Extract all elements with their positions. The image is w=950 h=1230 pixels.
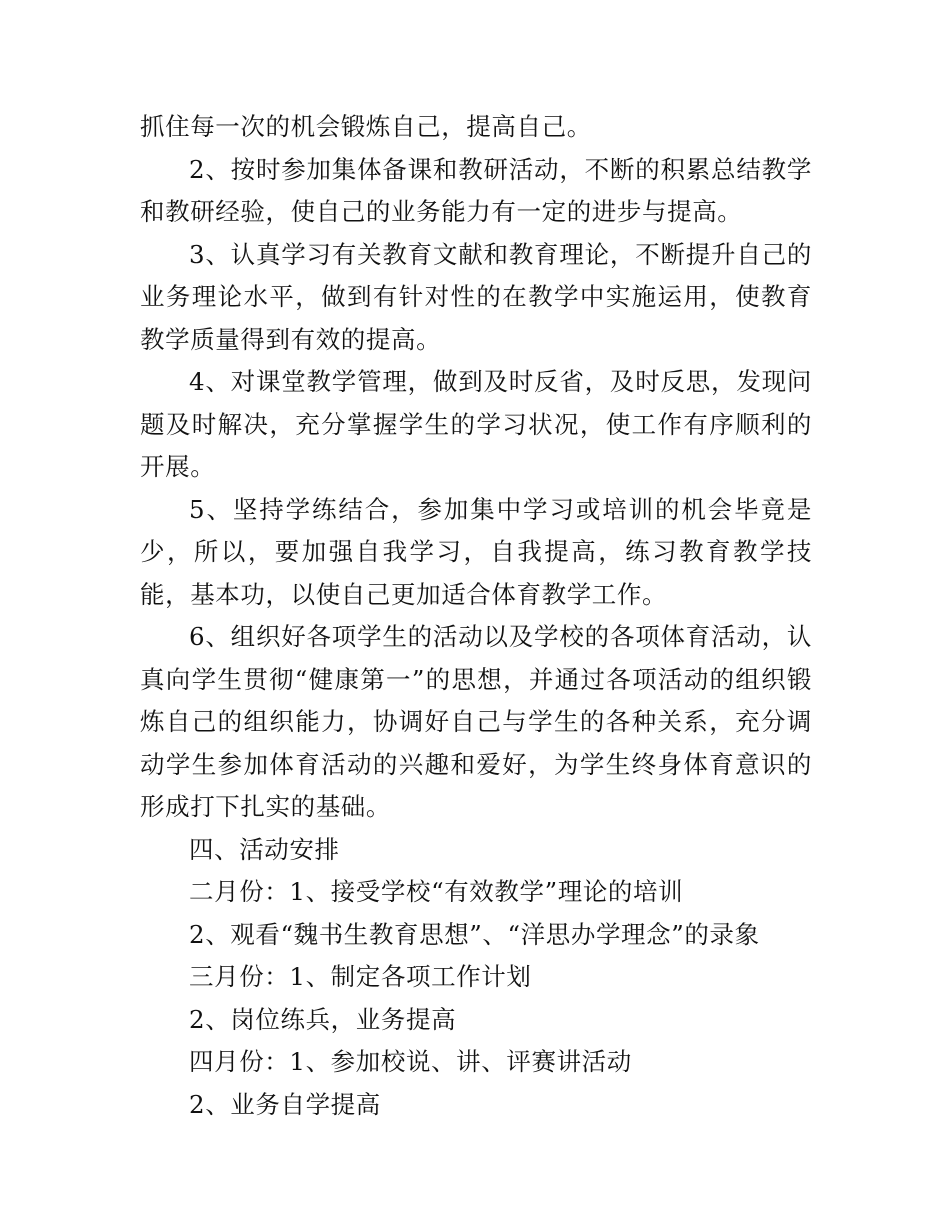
section-heading: 四、活动安排: [189, 834, 340, 864]
schedule-line: 2、岗位练兵，业务提高: [189, 1004, 457, 1034]
paragraph-item-5: 5、坚持学练结合，参加集中学习或培训的机会毕竟是少，所以，要加强自我学习，自我提高，练习教育教学技能，基本功，以使自己更加适合体育教学工作。: [140, 494, 812, 609]
paragraph-continuation: 抓住每一次的机会锻炼自己，提高自己。: [140, 112, 592, 141]
schedule-line: 二月份：1、接受学校“有效教学”理论的培训: [189, 877, 684, 906]
paragraph-item-3: 3、认真学习有关教育文献和教育理论，不断提升自己的业务理论水平，做到有针对性的在教学中实施运用，使教育教学质量得到有效的提高。: [140, 239, 812, 354]
schedule-line: 四月份：1、参加校说、讲、评赛讲活动: [189, 1047, 632, 1076]
paragraph-item-4: 4、对课堂教学管理，做到及时反省，及时反思，发现问题及时解决，充分掌握学生的学习状况，使工作有序顺利的开展。: [140, 367, 812, 481]
paragraph-item-2: 2、按时参加集体备课和教研活动，不断的积累总结教学和教研经验，使自己的业务能力有一定的进步与提高。: [140, 154, 812, 226]
schedule-line: 三月份：1、制定各项工作计划: [189, 962, 532, 991]
paragraph-item-6: 6、组织好各项学生的活动以及学校的各项体育活动，认真向学生贯彻“健康第一”的思想，并通过各项活动的组织锻炼自己的组织能力，协调好自己与学生的各种关系，充分调动学生参加体育活动的兴趣和爱好，为学生终身体育意识的形成打下扎实的基础。: [140, 622, 812, 821]
document-body: [140, 106, 812, 1126]
schedule-line: 2、业务自学提高: [189, 1089, 381, 1119]
schedule-line: 2、观看“魏书生教育思想”、“洋思办学理念”的录象: [189, 919, 760, 949]
